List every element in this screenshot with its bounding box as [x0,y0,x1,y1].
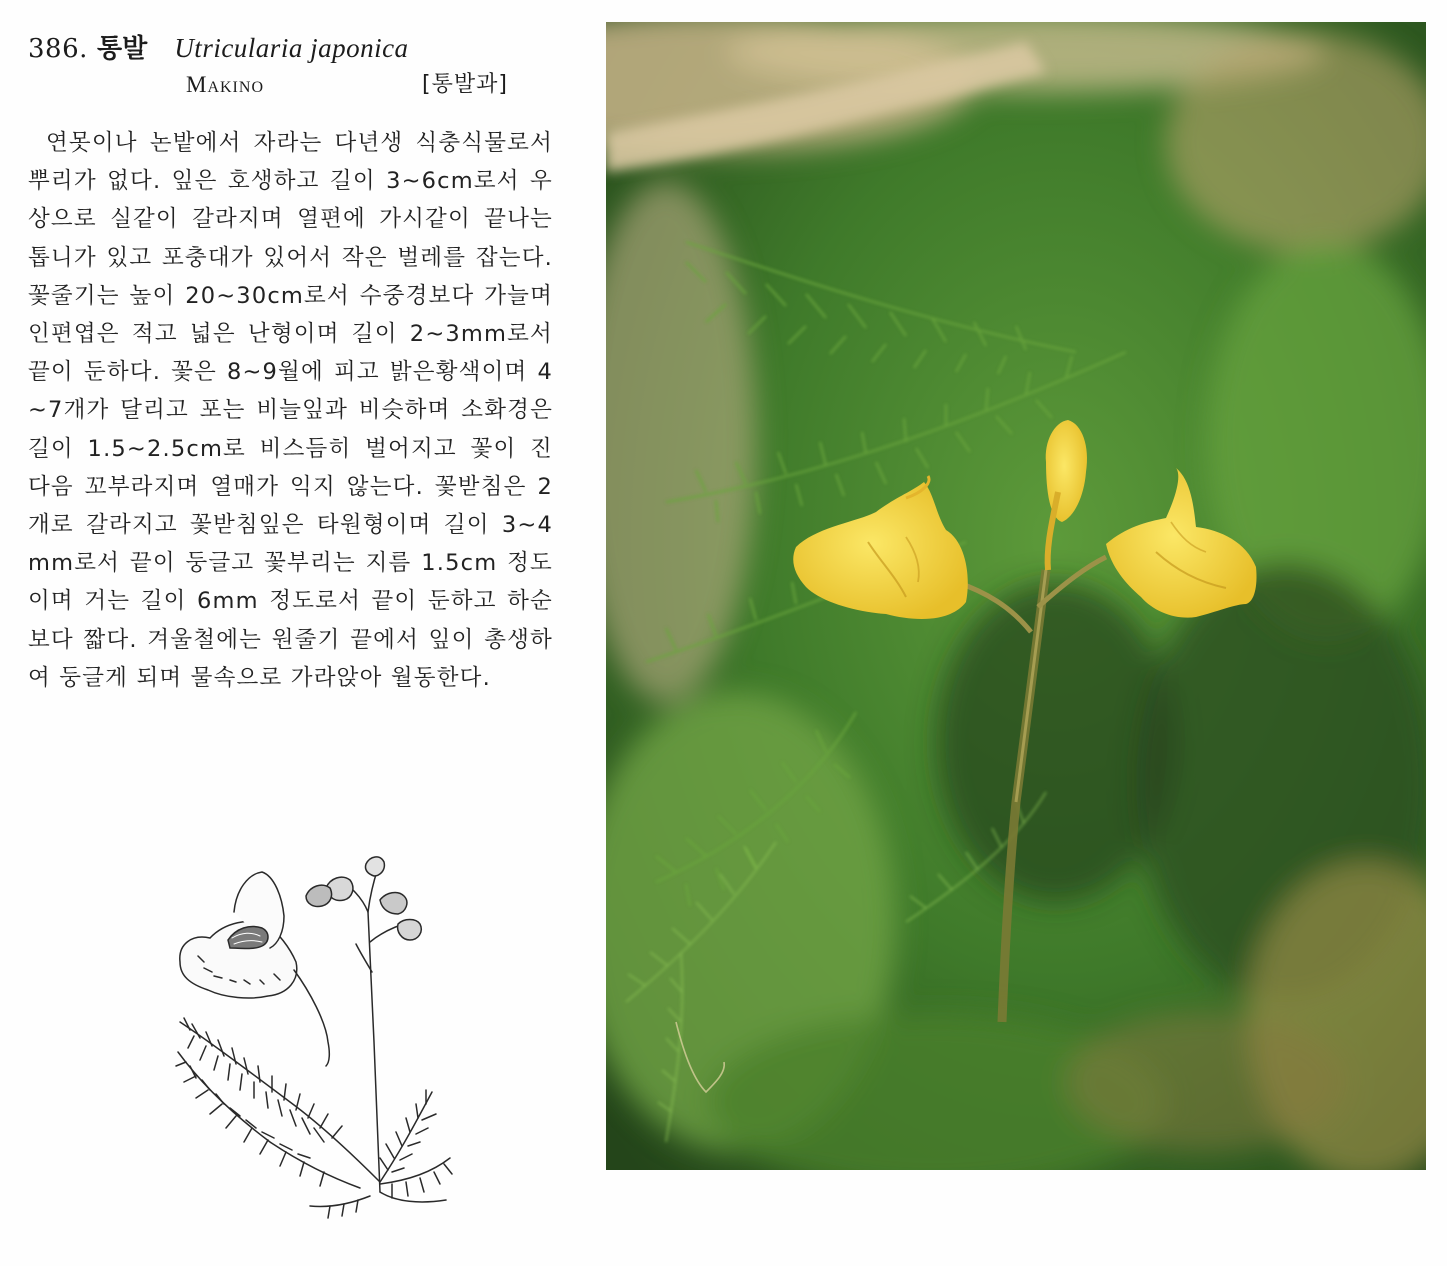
plant-photograph [606,22,1426,1170]
entry-number: 386. [28,34,88,64]
author-name: Makino [186,72,264,97]
species-description: 연못이나 논밭에서 자라는 다년생 식충식물로서 뿌리가 없다. 잎은 호생하고 길이 3~6cm로서 우상으로 실같이 갈라지며 열편에 가시같이 끝나는 톱니가 있고 포충대가 있어서 작은 벌레를 잡는다. 꽃줄기는 높이 20~30cm로서 수중경보다 가늘며 인편엽은 적고 넓은 난형이며 길이 2~3mm로서 끝이 둔하다. 꽃은 8~9월에 피고 밝은황색이며 4~7개가 달리고 포는 비늘잎과 비슷하며 소화경은 길이 1.5~2.5cm로 비스듬히 벌어지고 꽃이 진 다음 꼬부라지며 열매가 익지 않는다. 꽃받침은 2개로 갈라지고 꽃받침잎은 타원형이며 길이 3~4mm로서 끝이 둥글고 꽃부리는 지름 1.5cm 정도이며 거는 길이 6mm 정도로서 끝이 둔하고 하순보다 짧다. 겨울철에는 원줄기 끝에서 잎이 총생하여 둥글게 되며 물속으로 가라앉아 월동한다. [28,130,553,691]
drawing-illustration [170,852,460,1222]
scientific-name: Utricularia japonica [174,33,409,63]
photo-illustration [606,22,1426,1170]
family-name: [통발과] [422,72,508,97]
botanical-line-drawing [170,852,460,1222]
entry-title [28,28,409,65]
korean-name: 통발 [96,34,148,64]
